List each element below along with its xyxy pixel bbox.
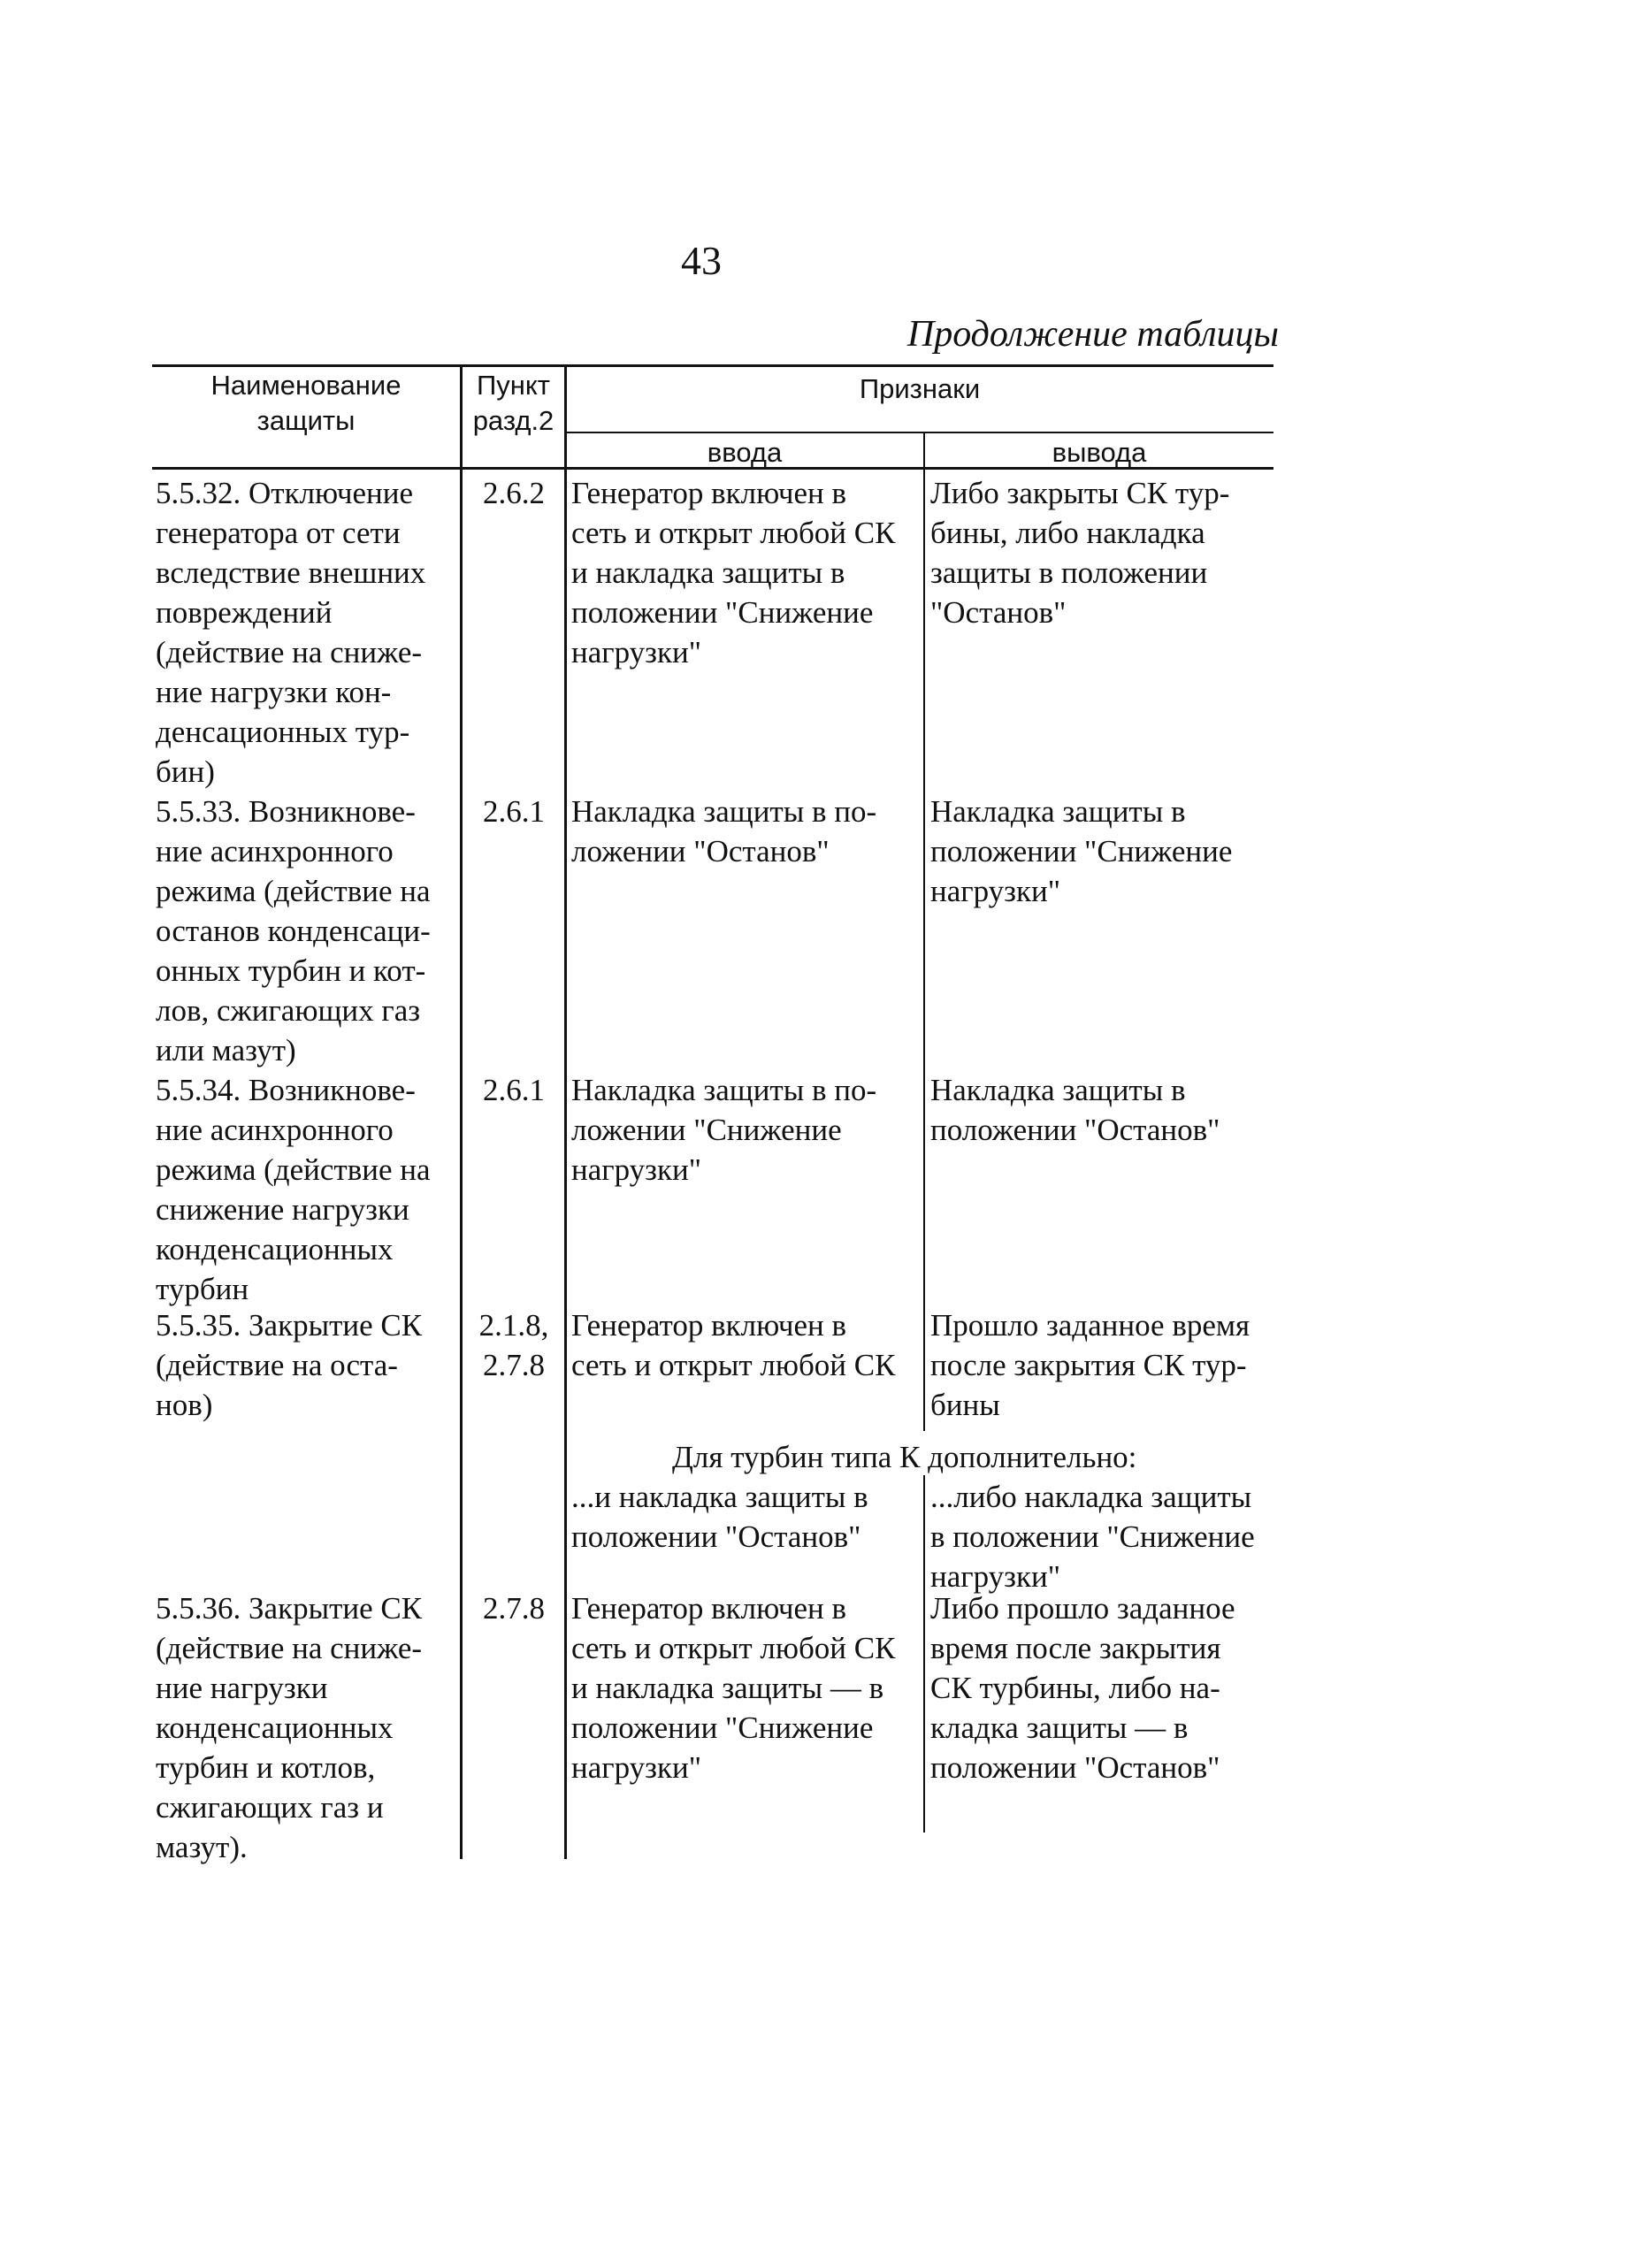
row-4-extra-input: ...и накладка защиты в положении "Останов": [571, 1480, 868, 1554]
header-clause: Пункт разд.2: [472, 370, 554, 436]
row-3-name: 5.5.34. Возникнове- ние асинхронного режима (действие на снижение нагрузки конденсационных турбин: [156, 1073, 431, 1306]
row-3-output: Накладка защиты в положении "Останов": [930, 1073, 1220, 1147]
header-output: вывода: [1052, 437, 1147, 468]
header-signs: Признаки: [859, 373, 981, 404]
row-2-name: 5.5.33. Возникнове- ние асинхронного режима (действие на останов конденсаци- онных турбин и кот- лов, сжигающих газ или мазут): [156, 794, 431, 1067]
row-4-input: Генератор включен в сеть и открыт любой СК: [571, 1308, 896, 1382]
row-3-input: Накладка защиты в по- ложении "Снижение нагрузки": [571, 1073, 877, 1187]
signs-subheader-rule: [566, 432, 1273, 433]
row-1-output: Либо закрыты СК тур- бины, либо накладка защиты в положении "Останов": [930, 476, 1230, 630]
row-4-name: 5.5.35. Закрытие СК (действие на оста- нов): [156, 1308, 423, 1422]
row-4-extra-output: ...либо накладка защиты в положении "Снижение нагрузки": [930, 1480, 1255, 1594]
row-4-clause: 2.1.8, 2.7.8: [478, 1308, 549, 1382]
continuation-label: Продолжение таблицы: [906, 314, 1279, 355]
row-2-input: Накладка защиты в по- ложении "Останов": [571, 794, 877, 869]
signs-column-divider-lower: [923, 1475, 925, 1833]
header-name: Наименование защиты: [210, 370, 402, 436]
row-2-output: Накладка защиты в положении "Снижение нагрузки": [930, 794, 1233, 908]
signs-column-divider-upper: [923, 432, 925, 1431]
row-1-input: Генератор включен в сеть и открыт любой СК и накладка защиты в положении "Снижение нагрузки": [571, 476, 896, 670]
page-number: 43: [681, 238, 722, 283]
row-5-name: 5.5.36. Закрытие СК (действие на сниже- ние нагрузки конденсационных турбин и котлов, сжигающих газ и мазут).: [156, 1591, 423, 1864]
row-1-clause: 2.6.2: [483, 476, 545, 510]
row-4-output: Прошло заданное время после закрытия СК тур- бины: [930, 1308, 1250, 1422]
row-3-clause: 2.6.1: [483, 1073, 545, 1107]
row-5-clause: 2.7.8: [483, 1591, 545, 1626]
row-2-clause: 2.6.1: [483, 794, 545, 829]
row-4-span-note: Для турбин типа К дополнительно:: [672, 1440, 1137, 1474]
header-input: ввода: [707, 437, 783, 468]
clause-column-divider: [564, 364, 567, 1859]
row-5-input: Генератор включен в сеть и открыт любой СК и накладка защиты — в положении "Снижение нагрузки": [571, 1591, 896, 1785]
row-1-name: 5.5.32. Отключение генератора от сети вследствие внешних повреждений (действие на сниже- ние нагрузки кон- денсационных тур- бин): [156, 476, 426, 789]
row-5-output: Либо прошло заданное время после закрытия СК турбины, либо на- кладка защиты — в положении "Останов": [930, 1591, 1235, 1785]
table-top-rule: [152, 364, 1273, 367]
name-column-divider: [460, 364, 463, 1859]
